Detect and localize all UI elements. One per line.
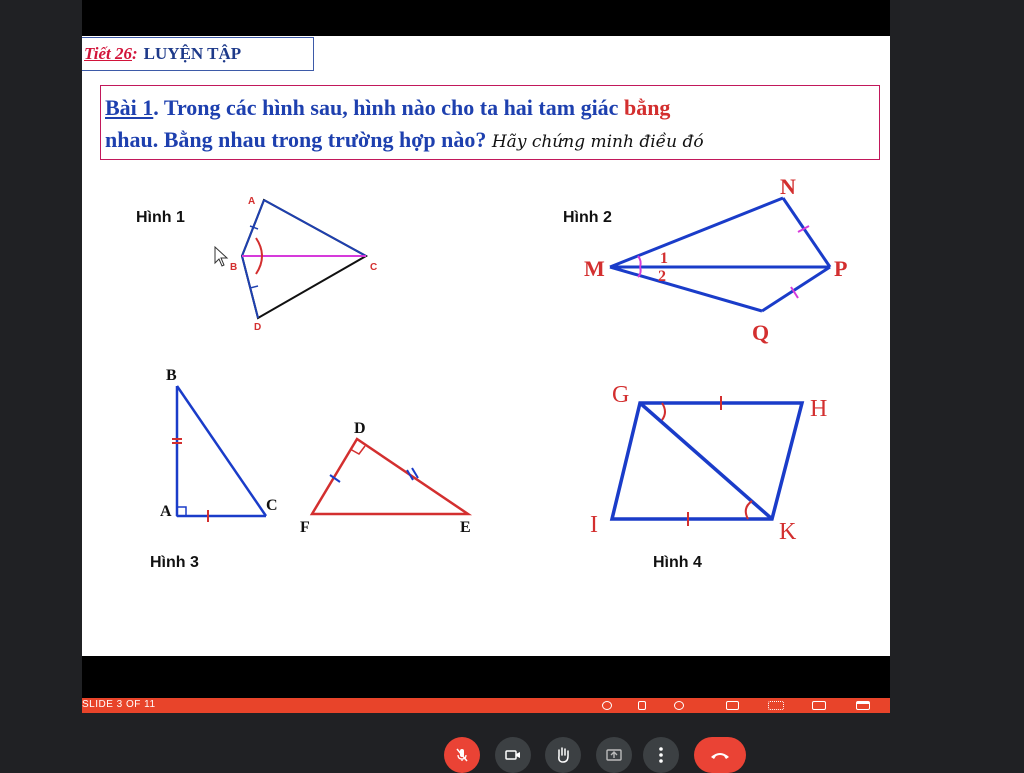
figure-4 bbox=[590, 382, 827, 545]
lesson-number: Tiết 26 bbox=[84, 44, 132, 63]
fig3-triangle-dfe bbox=[312, 439, 468, 514]
lesson-title-sep: : bbox=[132, 44, 138, 63]
reading-view-icon[interactable] bbox=[812, 701, 826, 710]
presentation-slide bbox=[82, 36, 890, 656]
present-screen-icon bbox=[606, 748, 622, 762]
fig1-label-b: B bbox=[230, 262, 238, 273]
fig3-label-b: B bbox=[166, 367, 177, 384]
mouse-cursor-icon bbox=[214, 246, 230, 268]
fig4-label-k: K bbox=[779, 519, 797, 545]
mic-toggle-button[interactable] bbox=[444, 737, 480, 773]
lesson-title: LUYỆN TẬP bbox=[143, 44, 242, 63]
fig1-label-c: C bbox=[370, 262, 378, 273]
fig2-label-n: N bbox=[780, 174, 796, 199]
fig2-label-1: 1 bbox=[660, 250, 668, 267]
more-vertical-icon bbox=[659, 747, 663, 763]
fig2-label-p: P bbox=[834, 256, 848, 281]
meeting-controls-bar bbox=[0, 714, 1024, 763]
slideshow-icon[interactable] bbox=[856, 701, 870, 710]
problem-label: Bài 1 bbox=[105, 95, 154, 120]
fig2-angle-1 bbox=[638, 256, 641, 267]
fig4-label-h: H bbox=[810, 396, 828, 422]
caption-hinh-4: Hình 4 bbox=[653, 554, 702, 571]
fig1-side-ac bbox=[264, 200, 366, 256]
fig4-angle-g bbox=[662, 403, 665, 420]
fig4-angle-k bbox=[746, 501, 752, 519]
fig4-label-g: G bbox=[612, 382, 630, 408]
video-icon bbox=[505, 749, 521, 761]
figure-2 bbox=[584, 174, 847, 345]
fig2-side-mq bbox=[610, 267, 762, 311]
bottom-letterbox bbox=[82, 656, 890, 698]
next-icon[interactable] bbox=[674, 701, 684, 710]
fig3-right-angle bbox=[177, 507, 186, 516]
fig3-label-e: E bbox=[460, 519, 471, 536]
raise-hand-icon bbox=[555, 746, 571, 764]
problem-text-1: . Trong các hình sau, hình nào cho ta hai tam giác bbox=[153, 95, 619, 120]
fig3-label-a: A bbox=[160, 503, 172, 520]
figure-1 bbox=[230, 196, 377, 333]
figure-3 bbox=[160, 367, 471, 536]
problem-text-2: nhau. Bằng nhau trong trường hợp nào? bbox=[105, 127, 487, 152]
slide-counter: SLIDE 3 OF 11 bbox=[82, 699, 156, 710]
fig1-quadrilateral bbox=[242, 200, 366, 318]
normal-view-icon[interactable] bbox=[726, 701, 739, 710]
fig1-tick-bd bbox=[250, 286, 258, 288]
fig2-label-2: 2 bbox=[658, 268, 666, 285]
slide-sorter-icon[interactable] bbox=[768, 701, 784, 710]
end-call-icon bbox=[709, 750, 731, 760]
fig3-side-bc bbox=[177, 386, 266, 516]
fig3-label-c: C bbox=[266, 497, 278, 514]
top-letterbox bbox=[82, 0, 890, 36]
fig3-label-d: D bbox=[354, 420, 366, 437]
notes-icon[interactable] bbox=[638, 701, 646, 710]
fig2-label-m: M bbox=[584, 256, 605, 281]
camera-toggle-button[interactable] bbox=[495, 737, 531, 773]
problem-text-red: bằng bbox=[623, 95, 671, 120]
fig2-label-q: Q bbox=[752, 320, 770, 345]
caption-hinh-1: Hình 1 bbox=[136, 209, 185, 226]
presentation-toolbar bbox=[82, 698, 890, 713]
caption-hinh-2: Hình 2 bbox=[563, 209, 612, 226]
fig2-side-qp bbox=[762, 267, 830, 311]
geometry-figures bbox=[82, 36, 890, 656]
more-options-button[interactable] bbox=[643, 737, 679, 773]
handwritten-note: Hãy chứng minh điều đó bbox=[491, 132, 704, 152]
fig1-label-a: A bbox=[248, 196, 256, 207]
fig2-side-mn bbox=[610, 198, 783, 267]
end-call-button[interactable] bbox=[694, 737, 746, 773]
raise-hand-button[interactable] bbox=[545, 737, 581, 773]
fig3-label-f: F bbox=[300, 519, 310, 536]
caption-hinh-3: Hình 3 bbox=[150, 554, 199, 571]
pointer-icon[interactable] bbox=[602, 701, 612, 710]
fig1-label-d: D bbox=[254, 322, 262, 333]
present-button[interactable] bbox=[596, 737, 632, 773]
mic-off-icon bbox=[454, 747, 470, 763]
fig2-side-np bbox=[783, 198, 830, 267]
fig4-label-i: I bbox=[590, 512, 598, 538]
